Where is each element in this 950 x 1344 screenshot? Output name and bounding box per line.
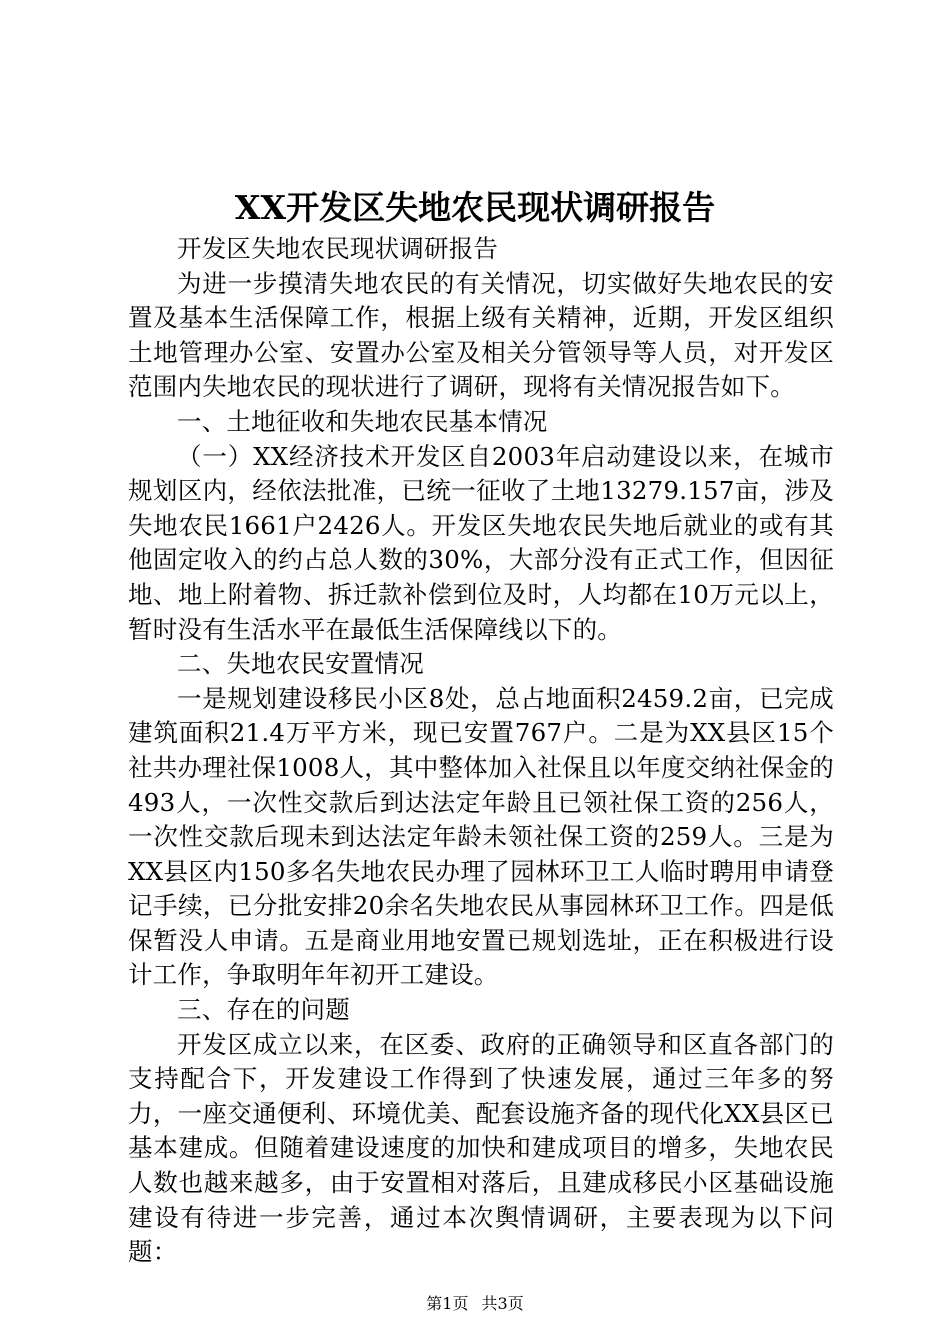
intro-paragraph: 为进一步摸清失地农民的有关情况，切实做好失地农民的安置及基本生活保障工作，根据上级有关精神，近期，开发区组织土地管理办公室、安置办公室及相关分管领导等人员，对开发区范围内失地农民的现状进行了调研，现将有关情况报告如下。 <box>128 268 834 402</box>
section-heading-1: 一、土地征收和失地农民基本情况 <box>177 406 548 436</box>
page-footer <box>0 1294 950 1314</box>
document-body <box>128 232 834 1270</box>
section-3-paragraph: 开发区成立以来，在区委、政府的正确领导和区直各部门的支持配合下，开发建设工作得到了快速发展，通过三年多的努力，一座交通便利、环境优美、配套设施齐备的现代化XX县区已基本建成。但随着建设速度的加快和建成项目的增多，失地农民人数也越来越多，由于安置相对落后，且建成移民小区基础设施建设有待进一步完善，通过本次舆情调研，主要表现为以下问题： <box>128 1029 834 1267</box>
page-number: 第1页 <box>426 1294 469 1313</box>
section-1-paragraph: （一）XX经济技术开发区自2003年启动建设以来，在城市规划区内，经依法批准，已统一征收了土地13279.157亩，涉及失地农民1661户2426人。开发区失地农民失地后就业的或有其他固定收入的约占总人数的30%，大部分没有正式工作，但因征地、地上附着物、拆迁款补偿到位及时，人均都在10万元以上，暂时没有生活水平在最低生活保障线以下的。 <box>128 441 834 644</box>
section-heading-3: 三、存在的问题 <box>177 995 350 1025</box>
page-total: 共3页 <box>481 1294 524 1313</box>
subtitle-paragraph: 开发区失地农民现状调研报告 <box>177 234 499 263</box>
section-heading-2: 二、失地农民安置情况 <box>177 649 424 679</box>
document-title: XX开发区失地农民现状调研报告 <box>234 188 716 227</box>
section-2-paragraph: 一是规划建设移民小区8处，总占地面积2459.2亩，已完成建筑面积21.4万平方米，现已安置767户。二是为XX县区15个社共办理社保1008人，其中整体加入社保且以年度交纳社保金的493人，一次性交款后到达法定年龄且已领社保工资的256人，一次性交款后现未到达法定年龄未领社保工资的259人。三是为XX县区内150多名失地农民办理了园林环卫工人临时聘用申请登记手续，已分批安排20余名失地农民从事园林环卫工作。四是低保暂没人申请。五是商业用地安置已规划选址，正在积极进行设计工作，争取明年年初开工建设。 <box>128 683 834 990</box>
